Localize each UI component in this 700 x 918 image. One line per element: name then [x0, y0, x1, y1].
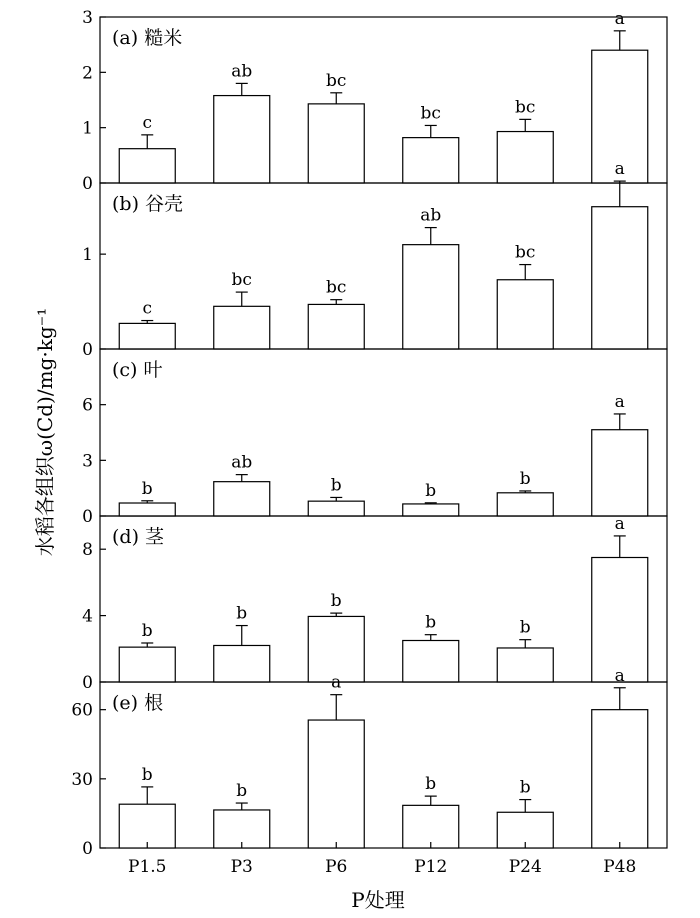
significance-letter: c [142, 298, 153, 319]
significance-letter: b [330, 591, 342, 612]
significance-letter: b [236, 781, 248, 802]
bar-P12 [403, 641, 459, 683]
bar-P6 [308, 104, 364, 183]
y-tick-label: 0 [82, 507, 93, 527]
significance-letter: bc [515, 242, 536, 263]
panel-label: (c) 叶 [112, 359, 163, 381]
significance-letter: b [425, 612, 437, 633]
significance-letter: b [141, 620, 153, 641]
y-tick-label: 30 [71, 769, 93, 790]
bar-P3 [214, 96, 270, 183]
significance-letter: a [614, 159, 625, 180]
bar-P24 [497, 648, 553, 682]
y-tick-label: 1 [82, 118, 93, 139]
significance-letter: a [331, 672, 342, 693]
panel-1 [82, 159, 667, 360]
panel-frame [100, 682, 667, 848]
significance-letter: bc [326, 70, 347, 91]
y-tick-label: 8 [82, 540, 93, 561]
panel-label: (e) 根 [112, 692, 164, 714]
bar-P1.5 [119, 804, 175, 848]
bar-P24 [497, 132, 553, 183]
significance-letter: b [519, 617, 531, 638]
y-tick-label: 6 [82, 395, 93, 416]
bar-P48 [592, 207, 648, 349]
panel-label: (b) 谷壳 [112, 193, 184, 215]
bar-P24 [497, 280, 553, 349]
y-tick-label: 2 [82, 63, 93, 84]
x-tick-label: P12 [414, 857, 448, 877]
significance-letter: bc [326, 277, 347, 298]
bar-P48 [592, 430, 648, 516]
x-axis [128, 842, 636, 877]
bar-P48 [592, 710, 648, 848]
panel-frame [100, 17, 667, 183]
x-tick-label: P3 [230, 857, 253, 877]
bar-P48 [592, 558, 648, 683]
significance-letter: a [614, 391, 625, 412]
significance-letter: a [614, 665, 625, 686]
significance-letter: b [425, 480, 437, 501]
y-tick-label: 0 [82, 340, 93, 360]
significance-letter: b [236, 603, 248, 624]
x-tick-label: P24 [508, 857, 542, 877]
panel-label: (d) 茎 [112, 526, 165, 548]
bar-P12 [403, 138, 459, 183]
bar-P24 [497, 493, 553, 516]
y-tick-label: 1 [82, 245, 93, 266]
y-tick-label: 60 [71, 700, 93, 721]
bar-P3 [214, 306, 270, 349]
significance-letter: ab [231, 452, 253, 473]
panel-label: (a) 糙米 [112, 27, 183, 49]
panel-frame [100, 183, 667, 349]
panel-frame [100, 349, 667, 516]
y-axis-title: 水稻各组织ω(Cd)/mg·kg⁻¹ [33, 307, 57, 557]
bar-P12 [403, 504, 459, 516]
panel-3 [82, 514, 667, 693]
bar-P1.5 [119, 647, 175, 682]
bar-P6 [308, 304, 364, 349]
significance-letter: a [614, 513, 625, 534]
panel-2 [82, 349, 667, 527]
bar-P1.5 [119, 323, 175, 349]
x-tick-label: P1.5 [128, 857, 167, 877]
significance-letter: b [425, 774, 437, 795]
x-tick-label: P6 [325, 857, 348, 877]
y-tick-label: 0 [82, 673, 93, 693]
panel-4 [71, 666, 667, 859]
significance-letter: ab [420, 205, 442, 226]
significance-letter: b [141, 764, 153, 785]
significance-letter: b [330, 475, 342, 496]
y-tick-label: 0 [82, 174, 93, 194]
y-tick-label: 0 [82, 839, 93, 859]
significance-letter: bc [420, 103, 441, 124]
significance-letter: bc [231, 270, 252, 291]
significance-letter: b [141, 478, 153, 499]
bar-P1.5 [119, 503, 175, 516]
significance-letter: c [142, 112, 153, 133]
bar-P12 [403, 245, 459, 349]
x-axis-title: P处理 [351, 888, 405, 912]
chart-panels [71, 8, 667, 859]
bar-P1.5 [119, 149, 175, 183]
significance-letter: b [519, 468, 531, 489]
bar-P3 [214, 645, 270, 682]
y-tick-label: 3 [82, 8, 93, 28]
significance-letter: b [519, 777, 531, 798]
y-tick-label: 3 [82, 451, 93, 472]
significance-letter: a [614, 8, 625, 29]
bar-P6 [308, 501, 364, 516]
panel-0 [82, 8, 667, 194]
y-tick-label: 4 [82, 606, 93, 627]
bar-P3 [214, 482, 270, 516]
significance-letter: ab [231, 61, 253, 82]
significance-letter: bc [515, 97, 536, 118]
x-tick-label: P48 [603, 857, 637, 877]
bar-P12 [403, 805, 459, 848]
bar-P6 [308, 720, 364, 848]
panel-frame [100, 513, 667, 682]
